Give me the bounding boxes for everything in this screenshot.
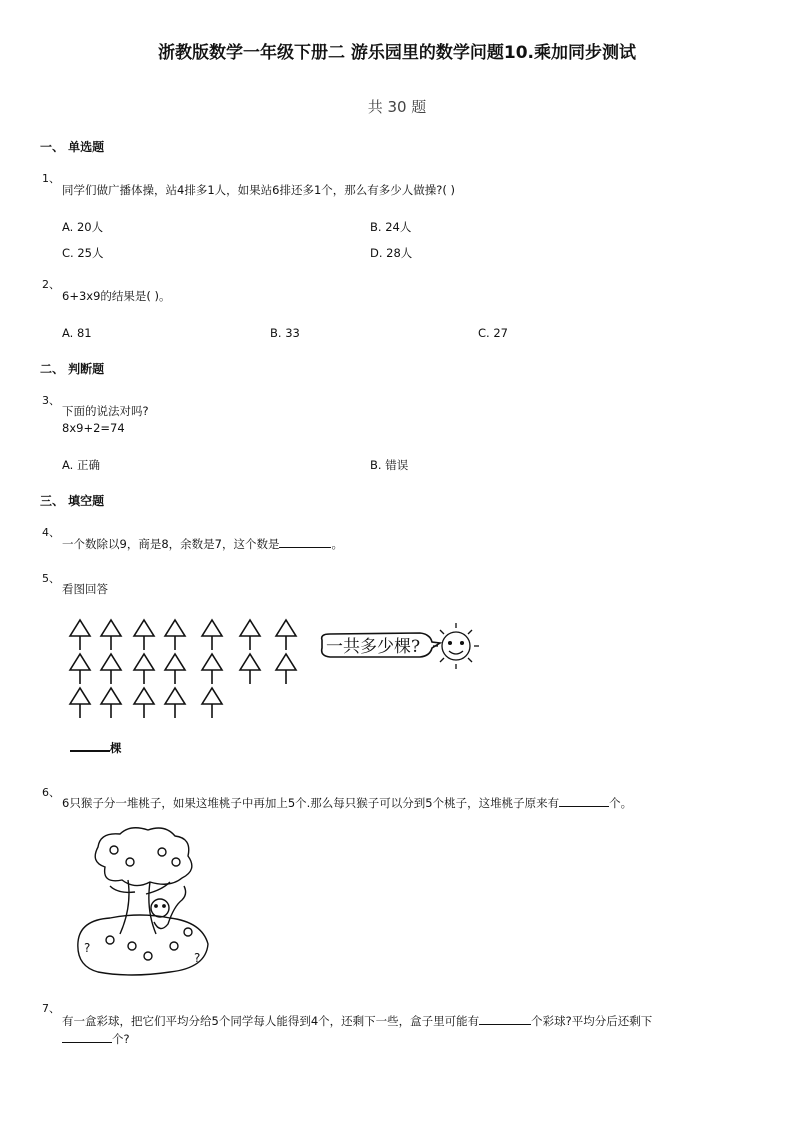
tree-icon <box>70 688 90 718</box>
section-heading-true-false: 二、 判断题 <box>40 362 105 376</box>
tree-icon <box>101 654 121 684</box>
question-text: 看图回答 <box>62 582 108 596</box>
svg-text:?: ? <box>84 941 91 955</box>
tree-icon <box>165 688 185 718</box>
option-b[interactable]: B. 错误 <box>370 458 409 472</box>
question-number: 2、 <box>42 278 60 291</box>
question-equation: 8x9+2=74 <box>62 421 125 435</box>
question-number: 7、 <box>42 1002 60 1015</box>
option-a[interactable]: A. 20人 <box>62 220 104 234</box>
question-text-before: 一个数除以9，商是8，余数是7，这个数是 <box>62 537 280 551</box>
tree-icon <box>165 620 185 650</box>
tree-icon <box>276 620 296 650</box>
answer-blank[interactable] <box>279 535 331 548</box>
tree-icon <box>70 654 90 684</box>
question-text <box>62 1012 722 1048</box>
option-c[interactable]: C. 25人 <box>62 246 104 260</box>
tree-icon <box>134 620 154 650</box>
answer-unit: 棵 <box>110 741 122 755</box>
question-text: 下面的说法对吗? <box>62 404 149 418</box>
question-text-mid: 个彩球?平均分后还剩下 <box>531 1014 653 1028</box>
question-text-after: 个? <box>112 1032 130 1046</box>
option-b[interactable]: B. 24人 <box>370 220 412 234</box>
question-text: 6+3x9的结果是( )。 <box>62 289 171 303</box>
svg-text:?: ? <box>194 951 201 965</box>
tree-icon <box>202 620 222 650</box>
tree-icon <box>101 620 121 650</box>
speech-bubble-text: 一共多少棵? <box>326 637 421 657</box>
question-text-before: 6只猴子分一堆桃子，如果这堆桃子中再加上5个.那么每只猴子可以分到5个桃子，这堆桃子原来有 <box>62 796 560 810</box>
tree-icon <box>165 654 185 684</box>
answer-blank[interactable] <box>62 1030 112 1043</box>
option-d[interactable]: D. 28人 <box>370 246 413 260</box>
tree-icon <box>240 654 260 684</box>
tree-icon <box>134 688 154 718</box>
question-number: 1、 <box>42 172 60 185</box>
question-number: 3、 <box>42 394 60 407</box>
option-a[interactable]: A. 正确 <box>62 458 100 472</box>
option-a[interactable]: A. 81 <box>62 326 92 340</box>
tree-icon <box>101 688 121 718</box>
tree-icon <box>134 654 154 684</box>
answer-blank[interactable] <box>559 794 609 807</box>
question-text <box>62 794 632 812</box>
trees-figure <box>64 616 484 720</box>
tree-icon <box>202 654 222 684</box>
question-count: 共 30 题 <box>367 98 427 116</box>
question-number: 4、 <box>42 526 60 539</box>
option-b[interactable]: B. 33 <box>270 326 300 340</box>
question-text <box>62 535 343 553</box>
question-text-before: 有一盒彩球，把它们平均分给5个同学每人能得到4个，还剩下一些，盒子里可能有 <box>62 1014 480 1028</box>
section-heading-single-choice: 一、 单选题 <box>40 140 105 154</box>
tree-icon <box>240 620 260 650</box>
tree-icon <box>276 654 296 684</box>
tree-icon <box>202 688 222 718</box>
answer-blank[interactable] <box>70 738 110 752</box>
question-text: 同学们做广播体操，站4排多1人，如果站6排还多1个，那么有多少人做操?( ) <box>62 183 455 197</box>
question-number: 5、 <box>42 572 60 585</box>
option-c[interactable]: C. 27 <box>478 326 508 340</box>
sun-face-icon <box>433 623 479 669</box>
monkey-tree-illustration <box>70 822 210 982</box>
page-title: 浙教版数学一年级下册二 游乐园里的数学问题10.乘加同步测试 <box>157 43 637 63</box>
answer-blank[interactable] <box>479 1012 531 1025</box>
question-answer-line <box>70 738 122 757</box>
tree-icon <box>70 620 90 650</box>
question-text-after: 个。 <box>609 796 633 810</box>
question-number: 6、 <box>42 786 60 799</box>
question-text-after: 。 <box>331 537 343 551</box>
section-heading-fill-blank: 三、 填空题 <box>40 494 105 508</box>
